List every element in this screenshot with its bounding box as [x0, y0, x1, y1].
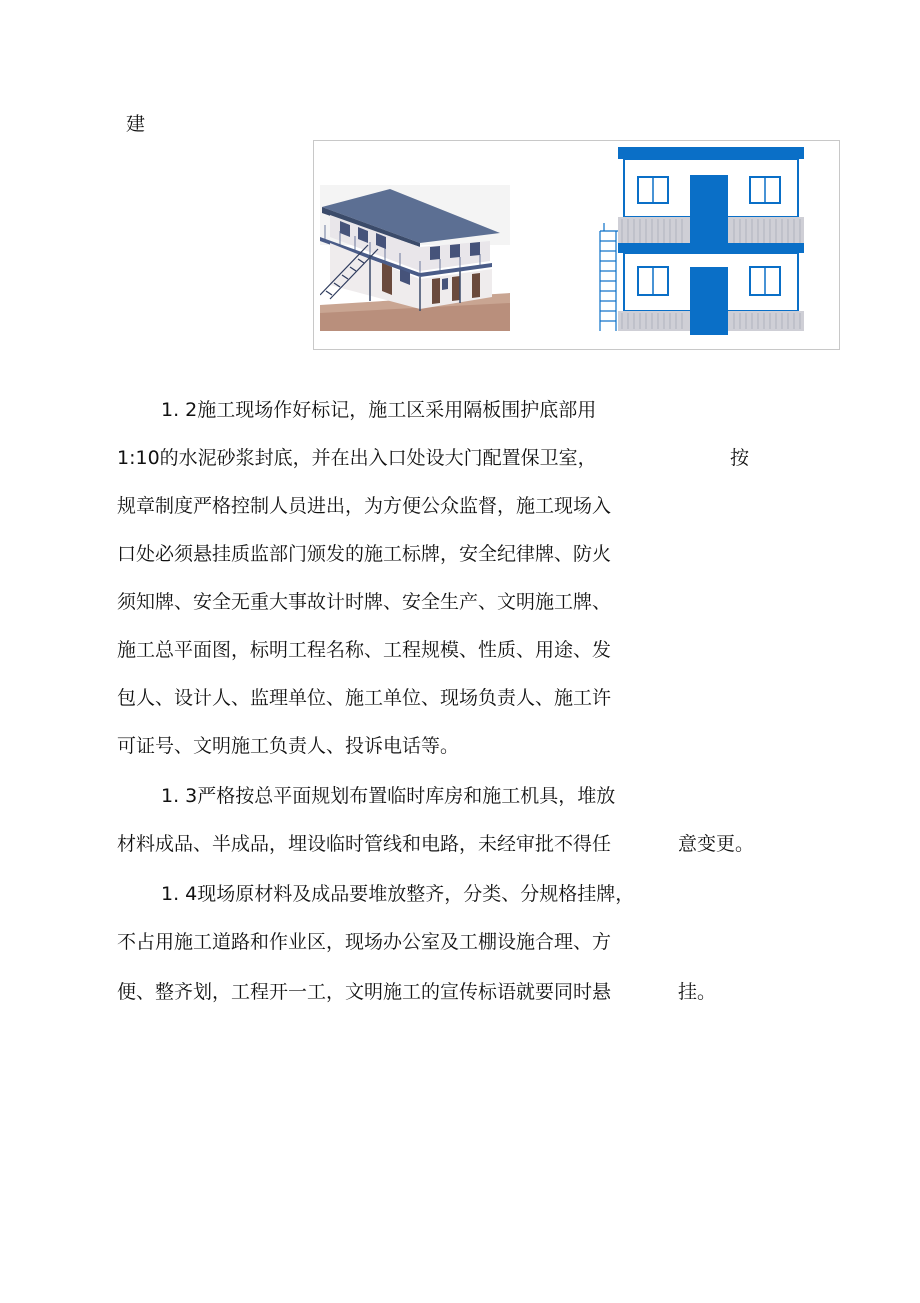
paragraph-1-2-line-8: 可证号、文明施工负责人、投诉电话等。 — [117, 735, 460, 757]
paragraph-1-2-line-2: 1:10的水泥砂浆封底，并在出入口处设大门配置保卫室， — [117, 447, 597, 469]
paragraph-1-2-line-3: 规章制度严格控制人员进出，为方便公众监督，施工现场入 — [117, 495, 612, 517]
paragraph-1-4-line-1: 1. 4现场原材料及成品要堆放整齐，分类、分规格挂牌， — [161, 883, 635, 905]
paragraph-1-2-line-2-tail: 按 — [730, 447, 750, 469]
prefab-building-photo — [320, 185, 510, 331]
paragraph-1-3-line-2-tail: 意变更。 — [678, 833, 755, 855]
paragraph-1-2-line-6: 施工总平面图，标明工程名称、工程规模、性质、用途、发 — [117, 639, 612, 661]
paragraph-1-2-line-5: 须知牌、安全无重大事故计时牌、安全生产、文明施工牌、 — [117, 591, 612, 613]
paragraph-1-3-line-2: 材料成品、半成品，埋设临时管线和电路，未经审批不得任 — [117, 833, 612, 855]
paragraph-1-4-line-2: 不占用施工道路和作业区，现场办公室及工棚设施合理、方 — [117, 931, 612, 953]
temporary-building-figure — [313, 140, 840, 350]
building-elevation-drawing — [598, 147, 808, 339]
paragraph-1-4-line-3: 便、整齐划，工程开一工，文明施工的宣传标语就要同时悬 — [117, 981, 612, 1003]
heading-fragment: 建 — [126, 113, 146, 135]
paragraph-1-2-line-1: 1. 2施工现场作好标记，施工区采用隔板围护底部用 — [161, 399, 597, 421]
paragraph-1-2-line-4: 口处必须悬挂质监部门颁发的施工标牌，安全纪律牌、防火 — [117, 543, 612, 565]
paragraph-1-4-line-3-tail: 挂。 — [678, 981, 717, 1003]
paragraph-1-2-line-7: 包人、设计人、监理单位、施工单位、现场负责人、施工许 — [117, 687, 612, 709]
paragraph-1-3-line-1: 1. 3严格按总平面规划布置临时库房和施工机具，堆放 — [161, 785, 616, 807]
